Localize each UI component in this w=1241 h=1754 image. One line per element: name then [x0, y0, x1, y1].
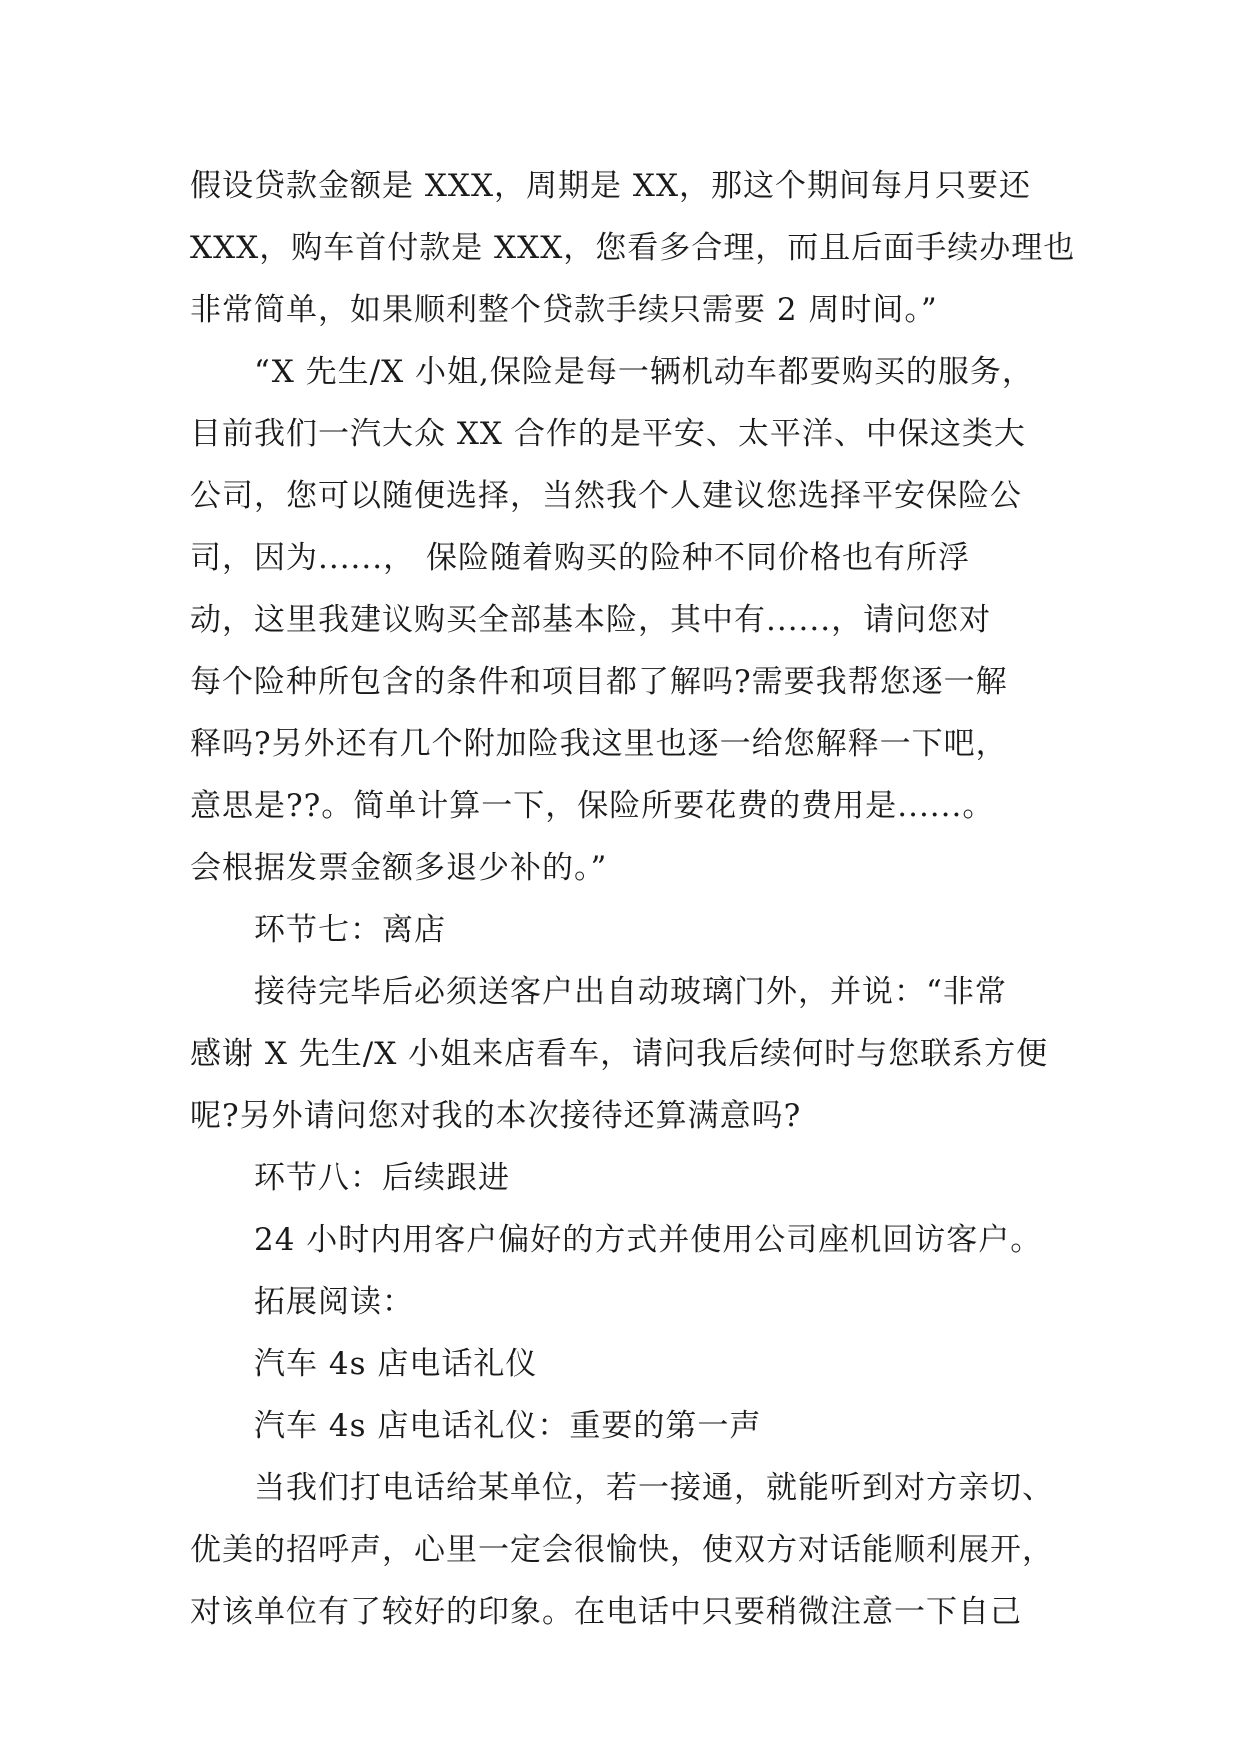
section-heading: 拓展阅读：: [254, 1284, 414, 1320]
text-line: 每个险种所包含的条件和项目都了解吗?需要我帮您逐一解: [190, 664, 1008, 700]
text-line: 释吗?另外还有几个附加险我这里也逐一给您解释一下吧，: [190, 726, 1008, 762]
text-line: XXX，购车首付款是 XXX，您看多合理，而且后面手续办理也: [190, 230, 1076, 266]
text-line: 当我们打电话给某单位，若一接通，就能听到对方亲切、: [254, 1470, 1054, 1506]
text-line: 意思是??。简单计算一下，保险所要花费的费用是......。: [190, 788, 995, 824]
text-line: 呢?另外请问您对我的本次接待还算满意吗?: [190, 1098, 802, 1134]
text-line: 假设贷款金额是 XXX，周期是 XX，那这个期间每月只要还: [190, 168, 1032, 204]
text-line: “X 先生/X 小姐,保险是每一辆机动车都要购买的服务，: [254, 354, 1034, 390]
document-body: [190, 155, 1076, 1643]
text-line: 感谢 X 先生/X 小姐来店看车，请问我后续何时与您联系方便: [190, 1036, 1049, 1072]
text-line: 对该单位有了较好的印象。在电话中只要稍微注意一下自己: [190, 1594, 1022, 1630]
section-heading: 环节七：离店: [254, 912, 446, 948]
text-line: 优美的招呼声，心里一定会很愉快，使双方对话能顺利展开，: [190, 1532, 1054, 1568]
section-heading: 环节八：后续跟进: [254, 1160, 510, 1196]
text-line: 公司，您可以随便选择，当然我个人建议您选择平安保险公: [190, 478, 1022, 514]
text-line: 24 小时内用客户偏好的方式并使用公司座机回访客户。: [254, 1222, 1043, 1258]
text-line: 非常简单，如果顺利整个贷款手续只需要 2 周时间。”: [190, 292, 938, 328]
text-line: 目前我们一汽大众 XX 合作的是平安、太平洋、中保这类大: [190, 416, 1026, 452]
text-line: 动，这里我建议购买全部基本险，其中有......，请问您对: [190, 602, 992, 638]
text-line: 接待完毕后必须送客户出自动玻璃门外，并说：“非常: [254, 974, 1007, 1010]
text-line: 司，因为......， 保险随着购买的险种不同价格也有所浮: [190, 540, 970, 576]
article-subtitle: 汽车 4s 店电话礼仪：重要的第一声: [254, 1408, 762, 1444]
article-title: 汽车 4s 店电话礼仪: [254, 1346, 538, 1382]
text-line: 会根据发票金额多退少补的。”: [190, 850, 608, 886]
